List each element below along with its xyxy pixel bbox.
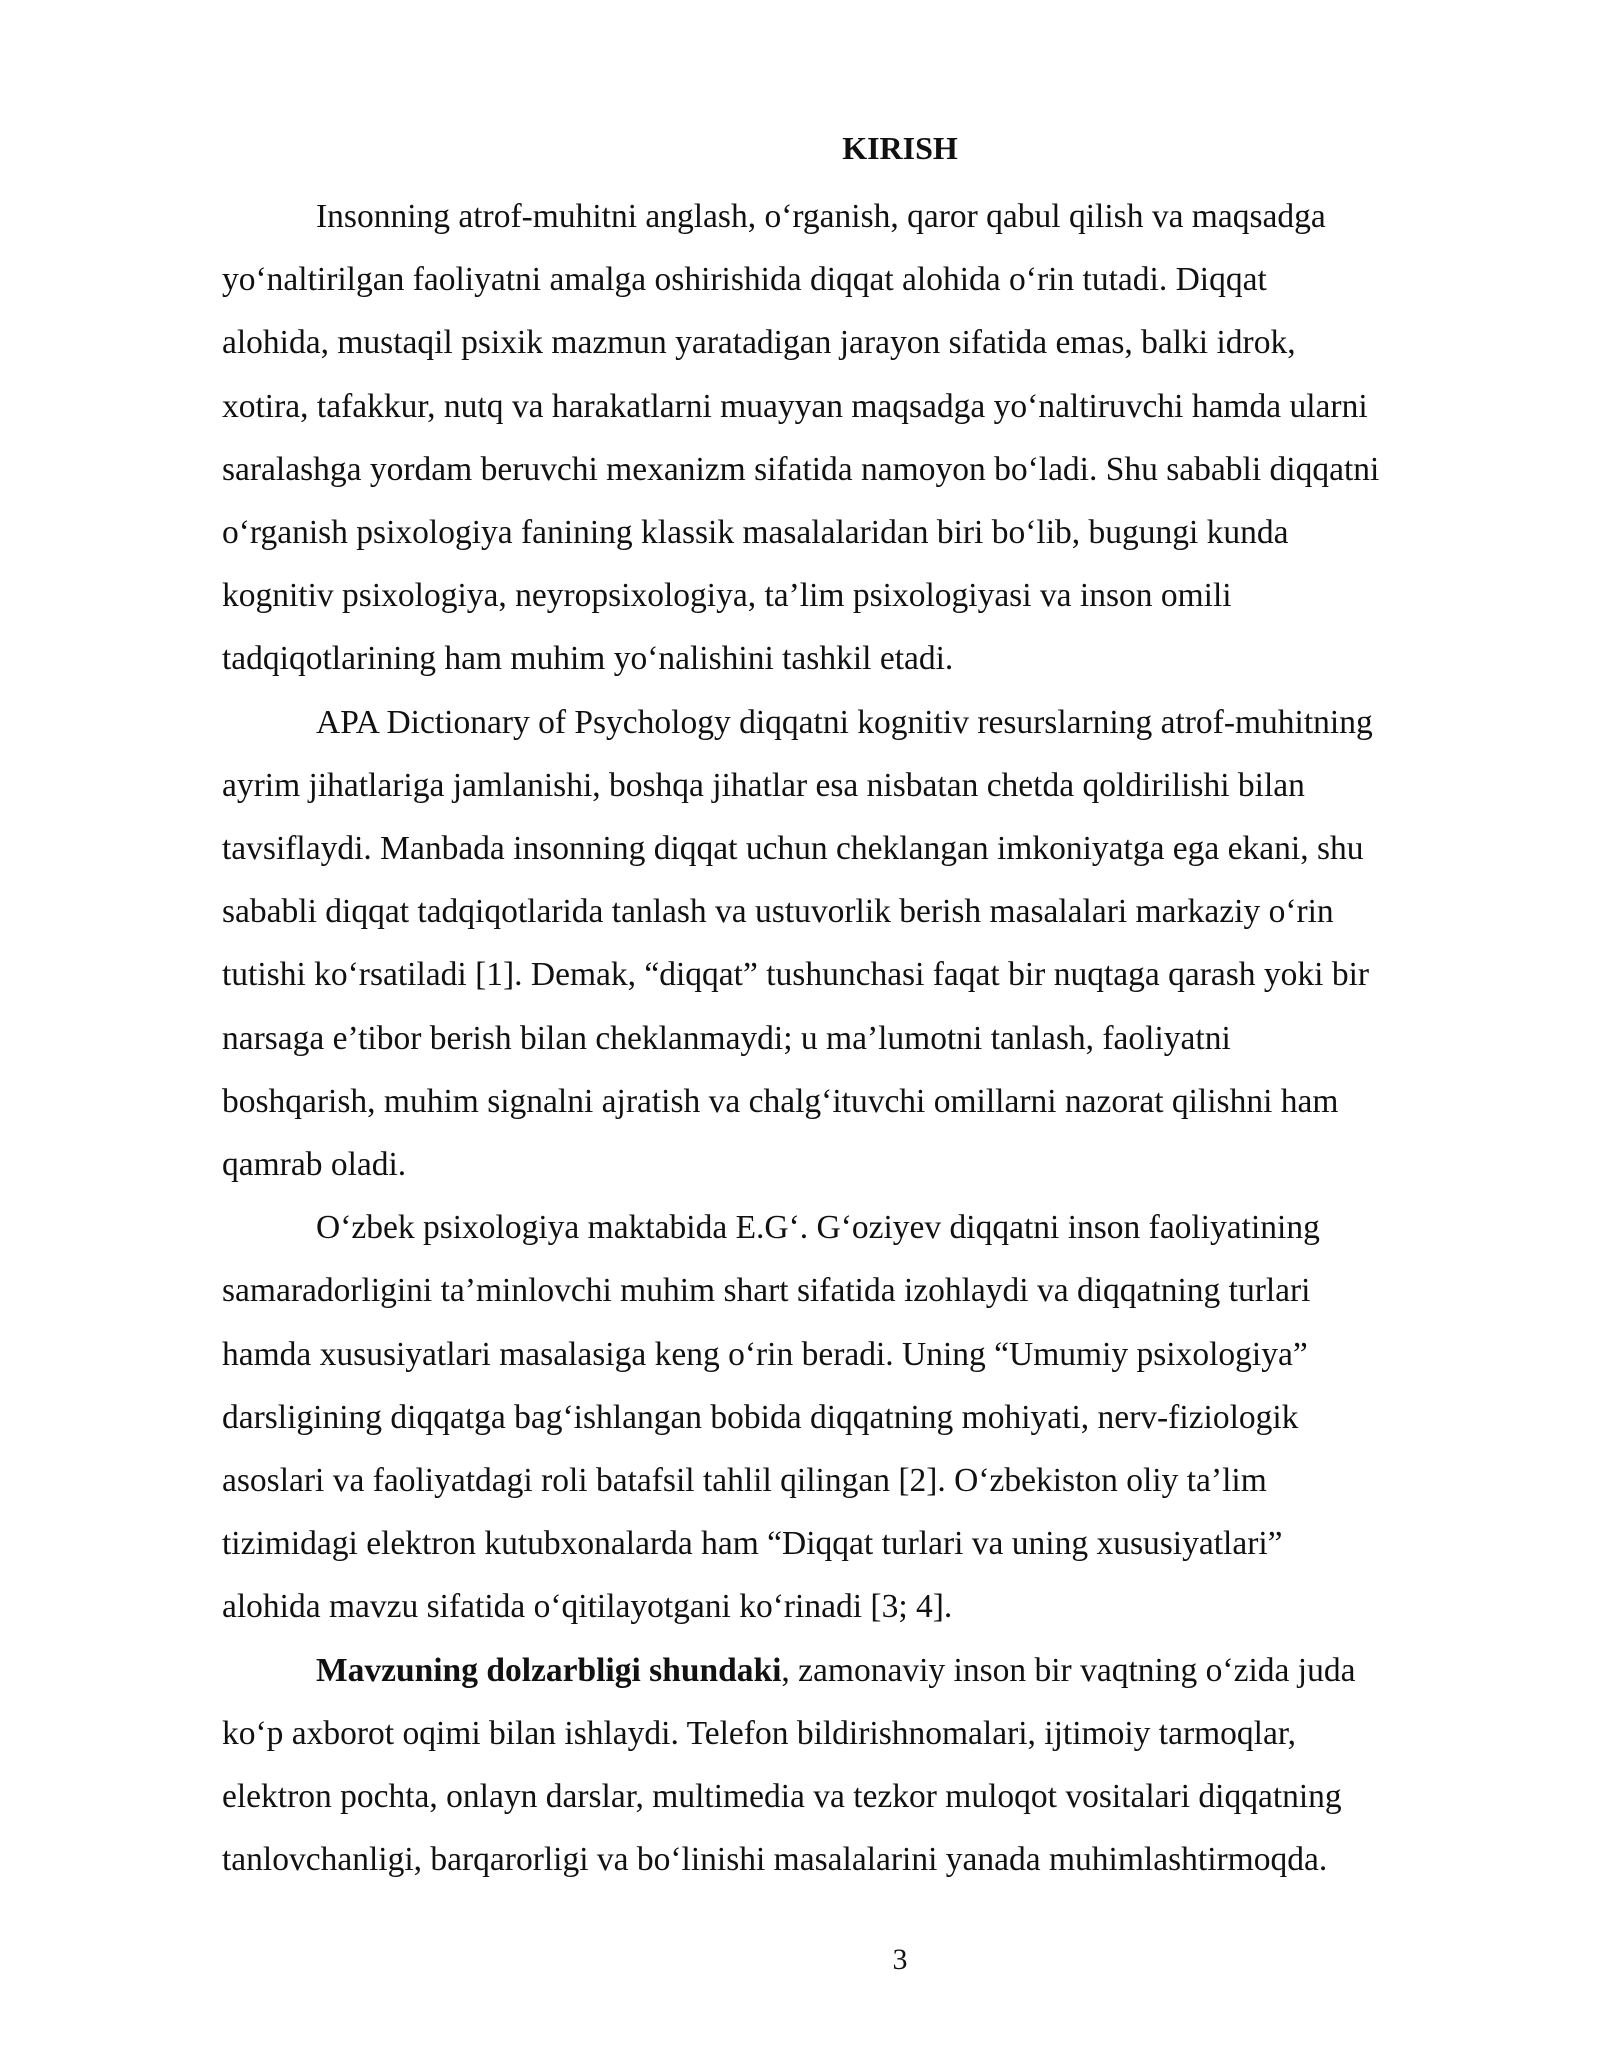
- text-line: hamda xususiyatlari masalasiga keng o‘rin beradi. Uning “Umumiy psixologiya”: [222, 1335, 1308, 1373]
- text-line: tutishi ko‘rsatiladi [1]. Demak, “diqqat” tushunchasi faqat bir nuqtaga qarash yoki bir: [222, 956, 1370, 994]
- text-line: asoslari va faoliyatdagi roli batafsil tahlil qilingan [2]. O‘zbekiston oliy ta’lim: [222, 1462, 1267, 1500]
- text-line: tizimidagi elektron kutubxonalarda ham “Diqqat turlari va uning xususiyatlari”: [222, 1525, 1283, 1563]
- text-line: boshqarish, muhim signalni ajratish va chalg‘ituvchi omillarni nazorat qilishni ham: [222, 1082, 1339, 1120]
- lead-continuation: , zamonaviy inson bir vaqtning o‘zida juda: [781, 1651, 1356, 1689]
- text-line: ko‘p axborot oqimi bilan ishlaydi. Telefon bildirishnomalari, ijtimoiy tarmoqlar,: [222, 1714, 1297, 1752]
- page-number: 3: [892, 1943, 908, 1976]
- paragraph-4: [222, 1639, 1482, 1892]
- text-line: xotira, tafakkur, nutq va harakatlarni muayyan maqsadga yo‘naltiruvchi hamda ularni: [222, 387, 1368, 425]
- text-line: saralashga yordam beruvchi mexanizm sifatida namoyon bo‘ladi. Shu sababli diqqatni: [222, 450, 1380, 488]
- text-line: tanlovchanligi, barqarorligi va bo‘linishi masalalarini yanada muhimlashtirmoqda.: [222, 1841, 1328, 1879]
- text-line: alohida mavzu sifatida o‘qitilayotgani ko‘rinadi [3; 4].: [222, 1588, 953, 1626]
- text-line: elektron pochta, onlayn darslar, multimedia va tezkor muloqot vositalari diqqatning: [222, 1778, 1342, 1816]
- text-line: kognitiv psixologiya, neyropsixologiya, ta’lim psixologiyasi va inson omili: [222, 577, 1232, 615]
- text-line: samaradorligini ta’minlovchi muhim shart sifatida izohlaydi va diqqatning turlari: [222, 1272, 1311, 1310]
- text-line: qamrab oladi.: [222, 1146, 407, 1184]
- text-line: APA Dictionary of Psychology diqqatni kognitiv resurslarning atrof-muhitning: [316, 703, 1373, 741]
- text-line: sababli diqqat tadqiqotlarida tanlash va ustuvorlik berish masalalari markaziy o‘rin: [222, 893, 1334, 931]
- paragraph-3: [222, 1196, 1482, 1638]
- text-line: Insonning atrof-muhitni anglash, o‘rganish, qaror qabul qilish va maqsadga: [316, 198, 1326, 235]
- paragraph-1: [222, 185, 1482, 691]
- text-line: yo‘naltirilgan faoliyatni amalga oshirishida diqqat alohida o‘rin tutadi. Diqqat: [222, 261, 1267, 299]
- text-line: O‘zbek psixologiya maktabida E.G‘. G‘oziyev diqqatni inson faoliyatining: [316, 1209, 1320, 1247]
- text-line: alohida, mustaqil psixik mazmun yaratadigan jarayon sifatida emas, balki idrok,: [222, 324, 1296, 362]
- body-text: [222, 185, 1482, 1891]
- section-heading: KIRISH: [842, 130, 958, 166]
- text-line: narsaga e’tibor berish bilan cheklanmaydi; u ma’lumotni tanlash, faoliyatni: [222, 1019, 1231, 1057]
- text-line: tadqiqotlarining ham muhim yo‘nalishini tashkil etadi.: [222, 640, 954, 678]
- text-line: tavsiflaydi. Manbada insonning diqqat uchun cheklangan imkoniyatga ega ekani, shu: [222, 830, 1364, 868]
- emphasis-lead: Mavzuning dolzarbligi shundaki: [316, 1651, 782, 1689]
- text-line-lead: [222, 1639, 1482, 1702]
- text-line: ayrim jihatlariga jamlanishi, boshqa jihatlar esa nisbatan chetda qoldirilishi bilan: [222, 766, 1305, 804]
- text-line: o‘rganish psixologiya fanining klassik masalalaridan biri bo‘lib, bugungi kunda: [222, 514, 1289, 552]
- text-line: darsligining diqqatga bag‘ishlangan bobida diqqatning mohiyati, nerv-fiziologik: [222, 1398, 1299, 1436]
- paragraph-2: [222, 691, 1482, 1197]
